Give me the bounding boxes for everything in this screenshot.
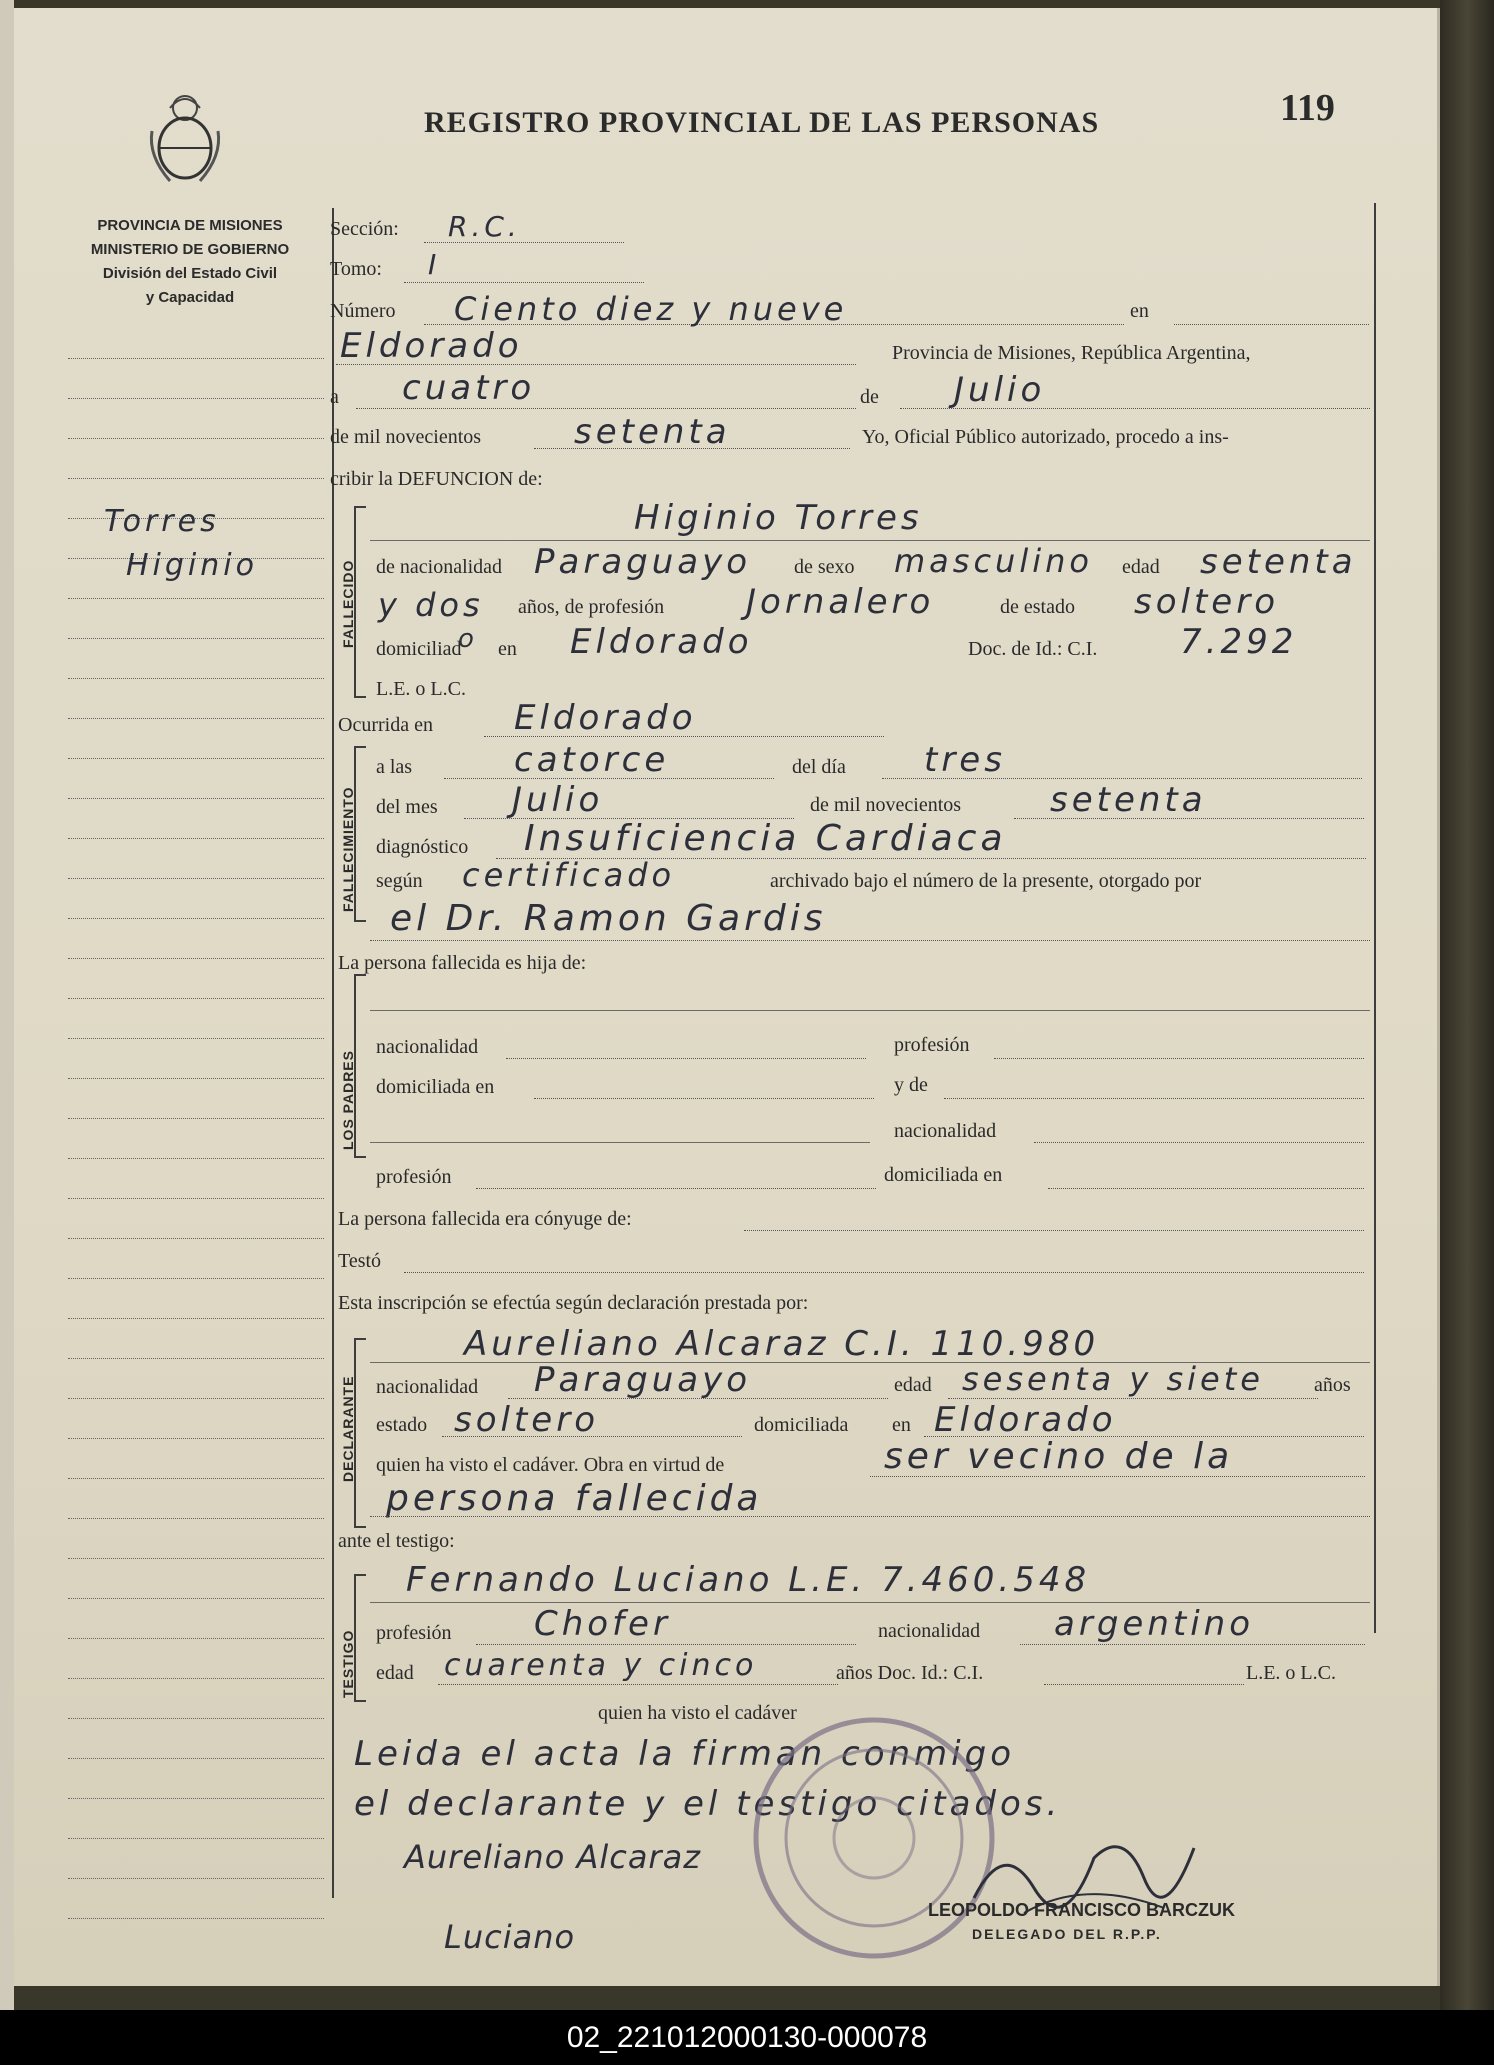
label-edad: edad [1122,556,1160,578]
document-title: REGISTRO PROVINCIAL DE LAS PERSONAS [424,106,1100,139]
label-domiciliada-padre: domiciliada en [376,1076,495,1098]
value-estado: soltero [1134,582,1279,622]
value-declarante: Aureliano Alcaraz C.I. 110.980 [464,1324,1100,1364]
institution-division: División del Estado Civil [102,265,278,282]
label-le-lc: L.E. o L.C. [376,678,466,700]
value-mes: Julio [954,370,1046,410]
label-decl-estado: estado [376,1414,428,1436]
label-test-le-lc: L.E. o L.C. [1246,1662,1336,1684]
coat-of-arms-icon [140,86,230,194]
institution-capacity: y Capacidad [145,289,235,306]
page-number: 119 [1280,87,1335,129]
label-ante-testigo: ante el testigo: [338,1530,455,1552]
side-label-fallecimiento: FALLECIMIENTO [340,786,356,912]
label-a: a [330,386,339,408]
value-decl-nac: Paraguayo [534,1360,752,1400]
label-domiciliada-madre: domiciliada en [884,1164,1003,1186]
side-label-declarante: DECLARANTE [340,1375,356,1482]
institution-ministry: MINISTERIO DE GOBIERNO [90,241,290,258]
label-hija-de: La persona fallecida es hija de: [338,952,587,974]
label-ocurrida: Ocurrida en [338,714,433,736]
label-testo: Testó [338,1250,382,1272]
value-hora: catorce [514,740,670,780]
label-tomo: Tomo: [330,258,382,280]
label-de-mil-2: de mil novecientos [810,794,962,816]
label-decl-anos: años [1314,1374,1351,1396]
label-test-edad: edad [376,1662,414,1684]
label-test-nacionalidad: nacionalidad [878,1620,981,1642]
label-nacionalidad-madre: nacionalidad [894,1120,997,1142]
label-decl-edad: edad [894,1374,932,1396]
label-numero: Número [330,300,396,322]
institution-block [50,214,330,310]
official-name: LEOPOLDO FRANCISCO BARCZUK [928,1900,1235,1920]
value-test-edad: cuarenta y cinco [444,1648,758,1683]
value-decl-edad: sesenta y siete [962,1360,1264,1398]
value-domicilio: Eldorado [570,622,753,662]
value-anio-muerte: setenta [1050,780,1207,820]
value-nacionalidad: Paraguayo [534,542,752,582]
value-test-prof: Chofer [534,1604,671,1644]
value-sexo-o: o [458,624,478,654]
label-de-sexo: de sexo [794,556,855,578]
value-anio: setenta [574,412,731,452]
left-page-edge [0,0,14,2010]
label-del-dia: del día [792,756,846,778]
value-tomo: I [428,248,441,281]
label-archivado: archivado bajo el número de la presente, otorgado por [770,870,1202,892]
label-nacionalidad-padre: nacionalidad [376,1036,479,1058]
label-decl-domiciliada: domiciliada [754,1414,849,1436]
image-id-footer: 02_221012000130-000078 [0,2010,1494,2065]
value-numero: Ciento diez y nueve [454,290,848,328]
value-dia: cuatro [402,368,536,408]
book-binding [1440,0,1494,2010]
side-label-padres: LOS PADRES [340,1050,356,1150]
label-decl-en: en [892,1414,911,1436]
value-doc: 7.292 [1180,622,1298,662]
value-seccion: R.C. [448,210,521,243]
label-a-las: a las [376,756,413,778]
label-profesion-padre: profesión [894,1034,970,1056]
institution-province: PROVINCIA DE MISIONES [97,217,283,234]
label-quien-visto: quien ha visto el cadáver. Obra en virtud de [376,1454,725,1476]
label-segun: según [376,870,423,892]
value-segun: certificado [462,856,676,894]
side-label-testigo: TESTIGO [340,1629,356,1698]
value-cierre-2: el declarante y el testigo citados. [354,1784,1062,1824]
margin-note-surname: Torres [104,504,220,539]
left-column-rule [332,208,334,1898]
label-anos-profesion: años, de profesión [518,596,665,618]
label-quien-ha-visto: quien ha visto el cadáver [598,1702,797,1724]
value-obra-cont: persona fallecida [386,1478,763,1519]
value-nombre: Higinio Torres [634,498,923,538]
value-cierre-1: Leida el acta la firman conmigo [354,1734,1015,1774]
value-decl-estado: soltero [454,1400,599,1440]
value-edad-cont: y dos [378,586,484,624]
signature-testigo: Luciano [444,1918,576,1956]
value-diagnostico: Insuficiencia Cardiaca [524,818,1007,859]
label-cribir: cribir la DEFUNCION de: [330,468,543,490]
label-provincia: Provincia de Misiones, República Argentina, [892,342,1251,364]
label-conyuge: La persona fallecida era cónyuge de: [338,1208,632,1230]
label-de-nacionalidad: de nacionalidad [376,556,503,578]
label-de-mil: de mil novecientos [330,426,482,448]
signature-declarante: Aureliano Alcaraz [404,1838,701,1876]
label-profesion-madre: profesión [376,1166,452,1188]
margin-note-given: Higinio [126,548,258,583]
label-y-de: y de [894,1074,928,1096]
document-page [14,8,1440,1986]
label-en-dom: en [498,638,517,660]
label-test-profesion: profesión [376,1622,452,1644]
value-obra: ser vecino de la [884,1436,1234,1477]
label-decl-nacionalidad: nacionalidad [376,1376,479,1398]
official-role: DELEGADO DEL R.P.P. [972,1926,1162,1942]
label-domiciliad: domiciliad [376,638,462,660]
label-seccion: Sección: [330,218,399,240]
side-label-fallecido: FALLECIDO [340,559,356,648]
right-column-rule [1374,203,1376,1633]
value-decl-dom: Eldorado [934,1400,1117,1440]
label-en: en [1130,300,1149,322]
label-inscripcion: Esta inscripción se efectúa según declaración prestada por: [338,1292,809,1314]
value-ocurrida: Eldorado [514,698,697,738]
value-test-nac: argentino [1054,1604,1254,1644]
label-del-mes: del mes [376,796,438,818]
value-medico: el Dr. Ramon Gardis [390,898,827,939]
label-yo-oficial: Yo, Oficial Público autorizado, procedo a ins- [862,426,1229,448]
label-de-estado: de estado [1000,596,1075,618]
label-de: de [860,386,879,408]
value-lugar: Eldorado [340,326,523,366]
value-edad: setenta [1200,542,1357,582]
label-anos-doc: años Doc. Id.: C.I. [836,1662,984,1684]
value-sexo: masculino [894,542,1093,580]
label-diagnostico: diagnóstico [376,836,469,858]
label-doc-id: Doc. de Id.: C.I. [968,638,1098,660]
value-mes-muerte: Julio [512,780,604,820]
value-dia-muerte: tres [924,740,1006,780]
value-testigo: Fernando Luciano L.E. 7.460.548 [406,1560,1091,1600]
value-profesion: Jornalero [746,582,935,622]
